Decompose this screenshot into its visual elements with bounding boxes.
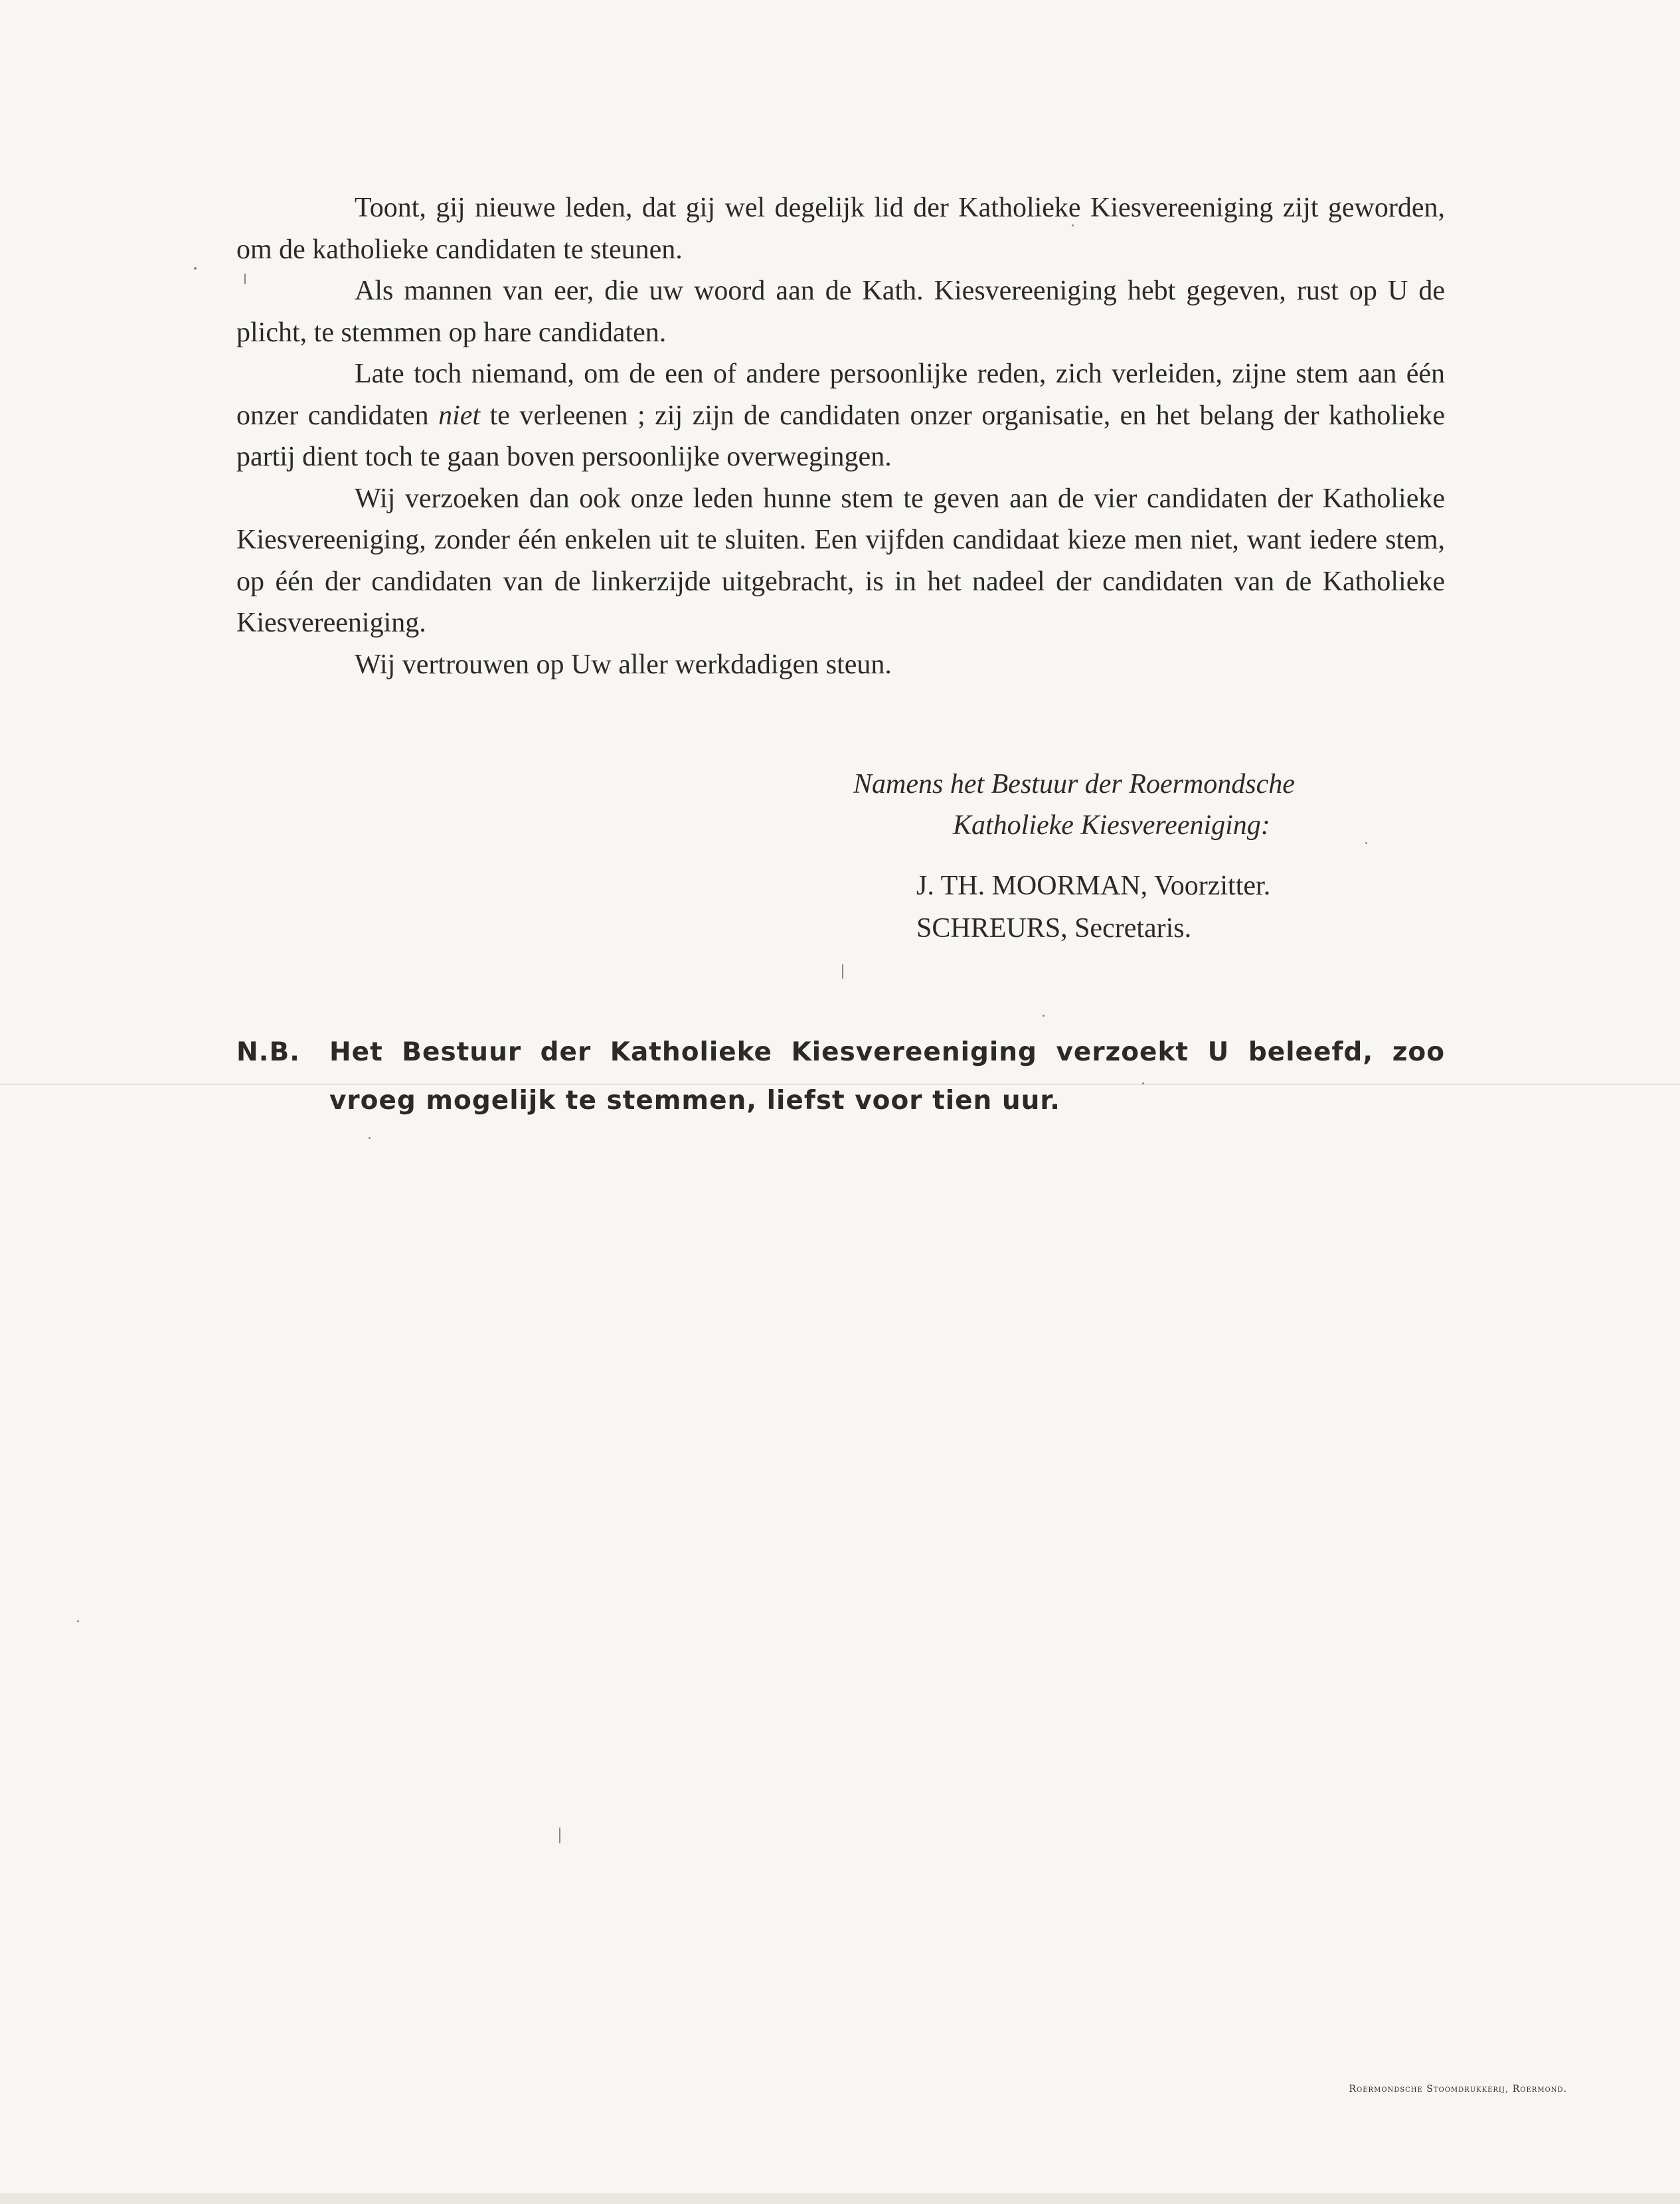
nota-bene-text: Het Bestuur der Katholieke Kiesvereeniging verzoekt U beleefd, zoo vroeg mogelijk te stemmen, liefst voor tien uur. xyxy=(329,1037,1445,1116)
paragraph-5: Wij vertrouwen op Uw aller werkdadigen steun. xyxy=(355,649,892,680)
paragraph-3-emphasis: niet xyxy=(438,400,481,431)
scan-speck xyxy=(369,1137,371,1139)
scan-speck xyxy=(842,964,843,979)
scan-speck xyxy=(559,1827,560,1843)
nota-bene-label: N.B. xyxy=(236,1037,300,1067)
signatory-secretary: SCHREURS, Secretaris. xyxy=(916,913,1192,944)
signature-block xyxy=(853,764,1451,950)
scan-speck xyxy=(1365,842,1367,844)
paper-bottom-edge xyxy=(0,2193,1680,2204)
scan-speck xyxy=(244,274,246,284)
paragraph-4: Wij verzoeken dan ook onze leden hunne stem te geven aan de vier candidaten der Katholieke Kiesvereeniging, zonder één enkelen uit te sluiten. Een vijfden candidaat kieze men niet, want iedere stem, op één der candidaten van de linkerzijde uitgebracht, is in het nadeel der candidaten van de Katholieke Kiesvereeniging. xyxy=(236,483,1445,638)
letter-body xyxy=(236,187,1445,685)
paragraph-3-after: te verleenen ; zij zijn de candidaten onzer organisatie, en het belang der katholieke partij dient toch te gaan boven persoonlijke overwegingen. xyxy=(236,400,1445,472)
printer-imprint: Roermondsche Stoomdrukkerij, Roermond. xyxy=(1349,2084,1567,2094)
scan-speck xyxy=(1142,1082,1144,1084)
paragraph-2: Als mannen van eer, die uw woord aan de Kath. Kiesvereeniging hebt gegeven, rust op U de plicht, te stemmen op hare candidaten. xyxy=(236,276,1445,348)
signature-organization xyxy=(853,764,1451,846)
paragraph-3 xyxy=(236,353,1445,478)
scan-speck xyxy=(1043,1015,1045,1017)
paragraph-3-before: Late toch niemand, om de een of andere persoonlijke reden, zich verleiden, zijne stem aan één onzer candidaten xyxy=(236,359,1445,431)
signature-org-line-1: Namens het Bestuur der Roermondsche xyxy=(853,769,1295,800)
paragraph-1: Toont, gij nieuwe leden, dat gij wel degelijk lid der Katholieke Kiesvereeniging zijt geworden, om de katholieke candidaten te steunen. xyxy=(236,193,1445,265)
nota-bene xyxy=(236,1028,1445,1125)
scan-speck xyxy=(77,1620,79,1622)
scan-speck xyxy=(1072,224,1074,226)
signatories xyxy=(853,865,1451,950)
scan-speck xyxy=(194,267,197,270)
signatory-chairman: J. TH. MOORMAN, Voorzitter. xyxy=(916,871,1271,901)
signature-org-line-2: Katholieke Kiesvereeniging: xyxy=(953,810,1270,841)
